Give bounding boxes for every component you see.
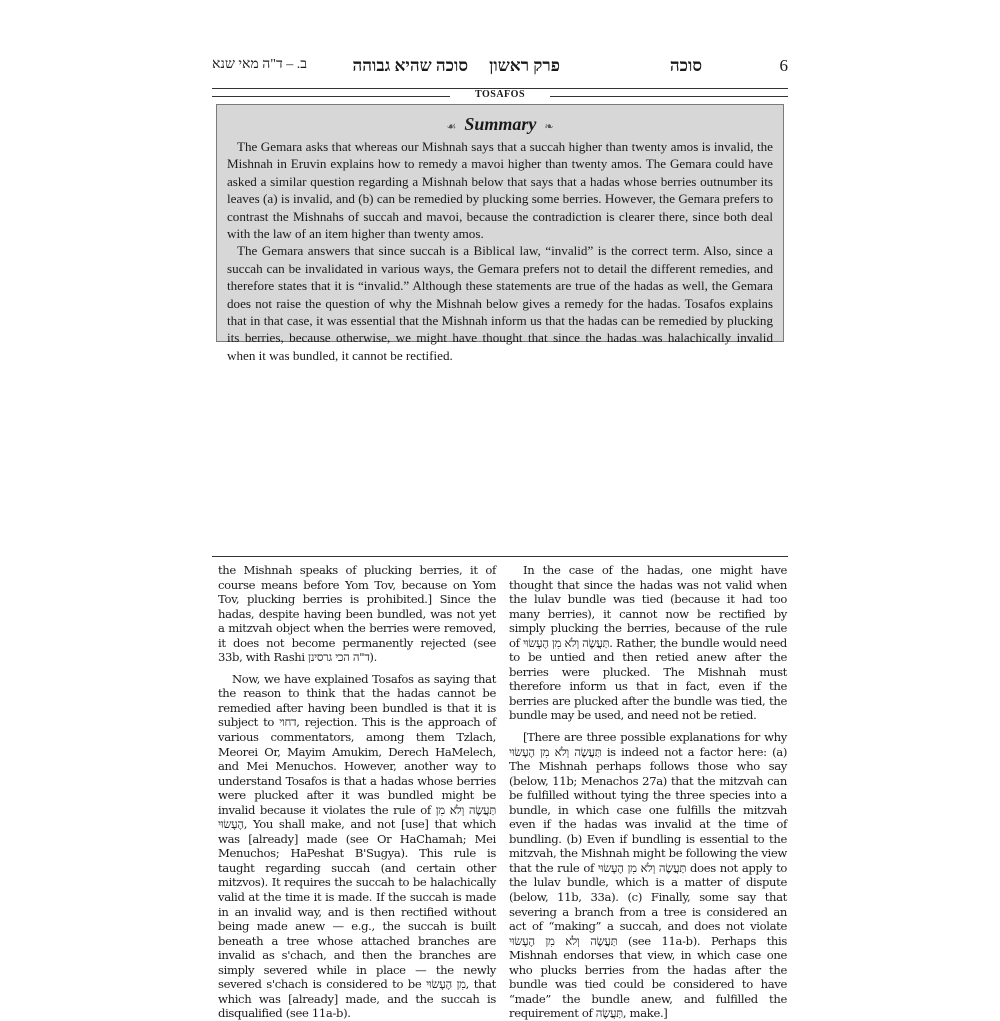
summary-box	[216, 104, 784, 363]
summary-title: Summary	[464, 114, 537, 134]
section-label: TOSAFOS	[475, 89, 525, 100]
commentary-paragraph: [There are three possible explanations for why תַּעֲשֶׂה וְלֹא מִן הֶעָשׂוּי is indeed not a factor here: (a) The Mishnah perhaps follows those who say (below, 11b; Menachos 27a) that the mitzvah can be fulfilled without tying the three species into a bundle, in which case one fulfills the mitzvah even if the hadas was invalid at the time of bundling. (b) Even if bundling is essential to the mitzvah, the Mishnah might be following the view that the rule of תַּעֲשֶׂה וְלֹא מִן הֶעָשׂוּי does not apply to the lulav bundle, which is a matter of dispute (below, 11b, 33a). (c) Finally, some say that severing a branch from a tree is considered an act of “making” a succah, and does not violate תַּעֲשֶׂה וְלֹא מִן הֶעָשׂוּי (see 11a-b). Perhaps this Mishnah endorses that view, in which case one who plucks berries from the hadas after the bundle was tied could be considered to have “made” the bundle anew, and fulfilled the requirement of תַּעֲשֶׂה, make.]	[509, 730, 788, 1021]
summary-paragraph: The Gemara answers that since succah is a Biblical law, “invalid” is the correct term. Also, since a succah can be invalidated in various ways, the Gemara prefers not to detail the different remedies, and therefore states that it is “invalid.” Although these statements are true of the hadas as well, the Gemara does not raise the question of why the Mishnah below gives a remedy for the hadas. Tosafos explains that in that case, it was essential that the Mishnah inform us that the hadas can be remedied by plucking its berries, because otherwise, we might have thought that since the hadas was halachically invalid when it was bundled, it cannot be rectified.	[227, 243, 773, 363]
header-masechta: סוכה שהיא גבוהה	[352, 56, 468, 75]
ornament-swirl-icon: ❧	[544, 121, 554, 133]
ornament-swirl-icon: ☙	[446, 121, 457, 133]
commentary-column-right	[509, 563, 788, 1021]
page-number: 6	[779, 56, 788, 75]
commentary-paragraph: the Mishnah speaks of plucking berries, it of course means before Yom Tov, because on Yom Tov, plucking berries is prohibited.] Since the hadas, despite having been bundled, was not yet a mitzvah object when the berries were removed, it does not become permanently rejected (see 33b, with Rashi ד"ה הכי גרסינן).	[218, 563, 496, 665]
commentary-rule	[212, 556, 788, 557]
header-chapter: פרק ראשון	[489, 56, 560, 75]
header-daf-reference: ב. – ד"ה מאי שנא	[212, 57, 307, 72]
commentary-column-left	[218, 563, 496, 1021]
section-rule-left	[212, 96, 450, 97]
section-rule-right	[550, 96, 788, 97]
running-header	[212, 56, 788, 80]
summary-paragraph: The Gemara asks that whereas our Mishnah says that a succah higher than twenty amos is invalid, the Mishnah in Eruvin explains how to remedy a mavoi higher than twenty amos. The Gemara could have asked a similar question regarding a Mishnah below that says that a hadas whose berries outnumber its leaves (a) is invalid, and (b) can be remedied by plucking some berries. However, the Gemara prefers to contrast the Mishnahs of succah and mavoi, because the contradiction is clearer there, since both deal with the law of an item higher than twenty amos.	[227, 139, 773, 242]
header-tractate: סוכה	[669, 56, 702, 75]
summary-heading	[227, 113, 773, 137]
commentary-paragraph: Now, we have explained Tosafos as saying that the reason to think that the hadas cannot be remedied after having been bundled is that it is subject to דחוי, rejection. This is the approach of various commentators, among them Tzlach, Meorei Or, Mayim Amukim, Derech HaMelech, and Mei Menuchos. However, another way to understand Tosafos is that a hadas whose berries were plucked after it was bundled might be invalid because it violates the rule of תַּעֲשֶׂה וְלֹא מִן הֶעָשׂוּי, You shall make, and not [use] that which was [already] made (see Or HaChamah; Mei Menuchos; HaPeshat B'Sugya). This rule is taught regarding succah (and certain other mitzvos). It requires the succah to be halachically valid at the time it is made. If the succah is made in an invalid way, and is then rectified without being made anew — e.g., the succah is built beneath a tree whose attached branches are invalid as s'chach, and then the branches are simply severed while in place — the newly severed s'chach is considered to be מִן הֶעָשׂוּי, that which was [already] made, and the succah is disqualified (see 11a-b).	[218, 671, 496, 1021]
commentary-paragraph: In the case of the hadas, one might have thought that since the hadas was not valid when the lulav bundle was tied (because it had too many berries), it cannot now be rectified by simply plucking the berries, because of the rule of תַּעֲשֶׂה וְלֹא מִן הֶעָשׂוּי. Rather, the bundle would need to be untied and then retied anew after the berries were plucked. The Mishnah must therefore inform us that in fact, even if the berries are plucked after the bundle was tied, the bundle may be used, and need not be retied.	[509, 563, 787, 723]
